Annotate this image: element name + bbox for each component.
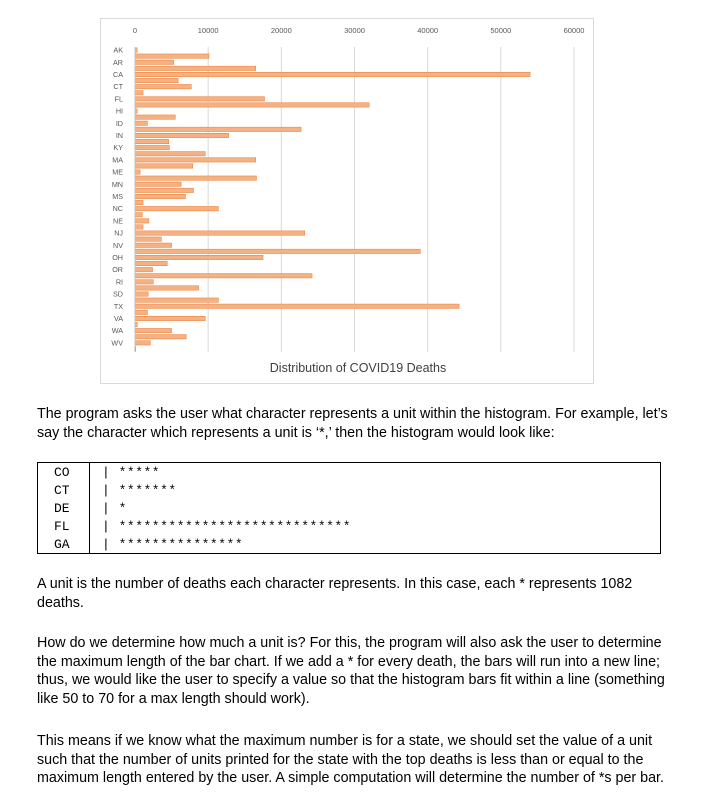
bar-ca <box>135 72 530 76</box>
y-tick-label: IN <box>115 130 123 140</box>
bar-id <box>135 121 147 125</box>
y-tick-label: AK <box>113 45 123 55</box>
bar-va <box>135 316 205 320</box>
bar-oh <box>135 255 263 259</box>
y-tick-label: HI <box>115 106 123 116</box>
bar-az <box>135 66 256 70</box>
bar-pa <box>135 274 312 278</box>
chart-frame <box>100 18 594 384</box>
bar-la <box>135 152 205 156</box>
bar-mt <box>135 200 143 204</box>
bar-ky <box>135 145 169 149</box>
y-tick-label: AR <box>113 57 123 67</box>
bar-md <box>135 164 193 168</box>
bar-nd <box>135 213 142 217</box>
y-tick-label: MS <box>112 191 123 201</box>
y-tick-label: WV <box>111 338 123 348</box>
x-tick-label: 40000 <box>417 26 439 35</box>
y-tick-label: CA <box>113 69 123 79</box>
y-tick-label: MN <box>111 179 123 189</box>
bar-mn <box>135 182 181 186</box>
bar-wi <box>135 335 186 339</box>
x-tick-label: 30000 <box>344 26 365 35</box>
example-histogram-box <box>37 462 661 554</box>
bar-ar <box>135 60 174 64</box>
y-tick-label: OH <box>112 252 123 262</box>
example-row-bar: | *************** <box>102 537 244 552</box>
y-tick-label: KY <box>113 143 123 153</box>
bar-ok <box>135 261 167 265</box>
example-row-label: CO <box>54 465 70 480</box>
example-row-label: GA <box>54 537 70 552</box>
y-tick-label: RI <box>115 277 123 287</box>
x-tick-label: 0 <box>132 26 138 35</box>
bar-ks <box>135 139 169 143</box>
y-tick-label: MA <box>112 155 123 165</box>
bar-il <box>135 127 301 131</box>
example-row-bar: | * <box>102 501 127 516</box>
bar-ne <box>135 219 149 223</box>
y-tick-label: WA <box>111 326 123 336</box>
y-tick-label: ME <box>112 167 123 177</box>
bar-ut <box>135 310 147 314</box>
y-tick-label: NV <box>113 240 123 250</box>
bar-nj <box>135 231 305 235</box>
bar-mo <box>135 188 194 192</box>
bar-nv <box>135 243 172 247</box>
bar-sc <box>135 286 199 290</box>
y-tick-label: TX <box>113 301 123 311</box>
bar-ga <box>135 103 369 107</box>
bar-in <box>135 133 229 137</box>
example-row-label: FL <box>54 519 70 534</box>
deaths-bar-chart <box>101 19 595 385</box>
bar-nh <box>135 225 143 229</box>
x-tick-label: 20000 <box>270 26 292 35</box>
bar-ms <box>135 194 185 198</box>
example-row-label: CT <box>54 483 70 498</box>
intro-paragraph: The program asks the user what character represents a unit within the histogram. For example, let’s say the character which represents a unit is ‘*,’ then the histogram would look like: <box>37 406 668 441</box>
bar-ia <box>135 115 175 119</box>
example-row-bar: | **************************** <box>102 519 352 534</box>
bar-tx <box>135 304 459 308</box>
y-tick-label: NJ <box>114 228 123 238</box>
computation-paragraph: This means if we know what the maximum number is for a state, we should set the value of a unit such that the number of units printed for the state with the top deaths is less than or equal to the maximum length entered by the user. A simple computation will determine the number of *s per bar. <box>37 733 665 786</box>
bar-ny <box>135 249 420 253</box>
bar-ma <box>135 158 256 162</box>
y-tick-label: ID <box>115 118 123 128</box>
x-tick-label: 60000 <box>563 26 585 35</box>
y-tick-label: SD <box>113 289 123 299</box>
y-tick-label: CT <box>113 82 123 92</box>
bar-al <box>135 54 209 58</box>
max-length-paragraph: How do we determine how much a unit is? For this, the program will also ask the user to determine the maximum length of the bar chart. If we add a * for every death, the bars will run into a new line; thus, we would like the user to specify a value so that the histogram bars fit within a line (something like 50 to 70 for a max length should work). <box>37 635 665 707</box>
y-tick-label: NE <box>113 216 123 226</box>
y-tick-label: FL <box>114 94 123 104</box>
example-label-column <box>38 463 90 553</box>
chart-title: Distribution of COVID19 Deaths <box>269 361 447 375</box>
bar-or <box>135 267 153 271</box>
bar-ri <box>135 280 153 284</box>
y-tick-label: OR <box>112 265 123 275</box>
bar-ct <box>135 84 191 88</box>
example-row-bar: | ***** <box>102 465 161 480</box>
bar-nm <box>135 237 161 241</box>
bar-me <box>135 170 140 174</box>
y-tick-label: VA <box>113 313 123 323</box>
bar-fl <box>135 97 265 101</box>
bar-nc <box>135 206 218 210</box>
y-tick-label: NC <box>112 204 123 214</box>
x-tick-label: 10000 <box>197 26 219 35</box>
bar-wv <box>135 341 150 345</box>
example-row-bar: | ******* <box>102 483 177 498</box>
bar-sd <box>135 292 148 296</box>
bar-wa <box>135 328 172 332</box>
example-row-label: DE <box>54 501 70 516</box>
x-tick-label: 50000 <box>490 26 512 35</box>
bar-tn <box>135 298 218 302</box>
bar-de <box>135 91 143 95</box>
bar-co <box>135 78 178 82</box>
bar-mi <box>135 176 256 180</box>
unit-explanation-paragraph: A unit is the number of deaths each character represents. In this case, each * represents 1082 deaths. <box>37 576 633 611</box>
